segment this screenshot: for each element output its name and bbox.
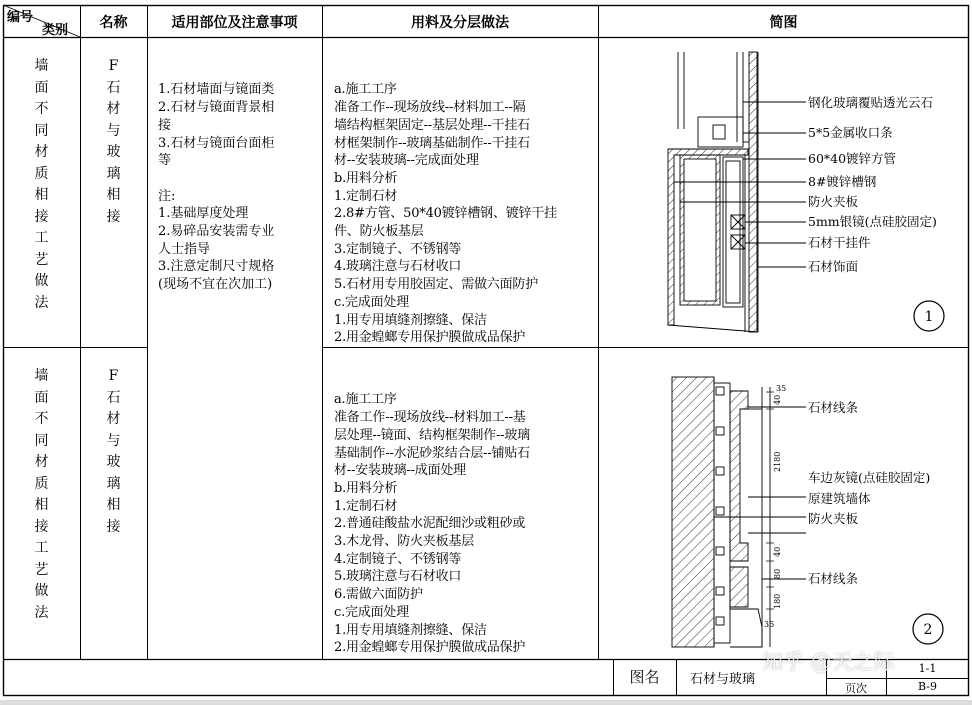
scope-notes: 1.石材墙面与镜面类 2.石材与镜面背景相 接 3.石材与镜面台面柜 等 注: 1.基础厚度处理 2.易碎品安装需专业 人士指导 3.注意定制尺寸规格 (现场不宜在次加工) — [158, 82, 275, 293]
corner-bottom-label: 类别 — [42, 23, 69, 38]
watermark: 知乎 @天之际 — [762, 650, 895, 674]
sketch-2 — [598, 347, 969, 659]
sketch2-dim-3: 2180 — [773, 451, 782, 472]
sketch2-label-4: 防火夹板 — [808, 511, 859, 526]
row2-method: a.施工工序 准备工作--现场放线--材料加工--基 层处理--镜面、结构框架制作--玻璃 基础制作--水泥砂浆结合层--铺贴石 材--安装玻璃--成面处理 b.用料分析 1.定制石材 2.普通硅酸盐水泥配细沙或粗砂或 3.木龙骨、防火夹板基层 4.定制镜子、不锈钢等 5.玻璃注意与石材收口 6.需做六面防护 c.完成面处理 1.用专用填缝剂擦缝、保洁 2.用金蝗螂专用保护膜做成品保护 — [334, 392, 530, 656]
sketch2-dim-7: 35 — [764, 620, 775, 629]
page-number: B-9 — [917, 680, 937, 693]
row1-category: 墙 面 不 同 材 质 相 接 工 艺 做 法 — [34, 58, 49, 311]
page-label: 页次 — [845, 682, 867, 695]
sketch1-label-7: 石材干挂件 — [808, 235, 871, 250]
sketch2-dim-1: 35 — [776, 384, 787, 393]
header-method: 用料及分层做法 — [411, 15, 509, 31]
corner-top-label: 编号 — [7, 10, 34, 25]
sketch-1 — [598, 37, 969, 347]
sketch2-dim-5: 80 — [773, 568, 782, 579]
sketch2-number: 2 — [923, 622, 933, 638]
row2-name: F 石 材 与 玻 璃 相 接 — [106, 368, 121, 535]
row1-method: a.施工工序 准备工作--现场放线--材料加工--隔 墙结构框架固定--基层处理--干挂石 材框架制作--玻璃基础制作--干挂石 材--安装玻璃--完成面处理 b.用料分析 1.定制石材 2.8#方管、50*40镀锌槽钢、镀锌干挂 件、防火板基层 3.定制镜子、不锈钢等 4.玻璃注意与石材收口 5.石材用专用胶固定、需做六面防护 c.完成面处理 1.用专用填缝剂擦缝、保洁 2.用金蝗螂专用保护膜做成品保护 — [334, 82, 557, 346]
sketch1-label-5: 防火夹板 — [808, 194, 859, 209]
stone-finish-section — [749, 52, 757, 332]
row2-category: 墙 面 不 同 材 质 相 接 工 艺 做 法 — [34, 368, 49, 621]
sketch2-dim-4: 40 — [773, 546, 782, 557]
sketch1-label-4: 8#镀锌槽钢 — [808, 174, 877, 189]
header-sketch: 简图 — [769, 15, 798, 31]
sketch1-number: 1 — [924, 309, 934, 325]
sketch1-label-3: 60*40镀锌方管 — [808, 151, 897, 166]
sketch2-label-2: 车边灰镜(点硅胶固定) — [808, 470, 931, 485]
sketch1-label-1: 钢化玻璃覆贴透光云石 — [808, 95, 934, 110]
sketch2-label-5: 石材线条 — [808, 571, 859, 586]
header-scope: 适用部位及注意事项 — [171, 15, 298, 31]
drawing-code: 1-1 — [918, 662, 937, 675]
row1-name: F 石 材 与 玻 璃 相 接 — [106, 58, 121, 225]
original-wall-section — [672, 377, 714, 647]
sketch1-label-2: 5*5金属收口条 — [808, 125, 893, 140]
drawing-name-label: 图名 — [629, 668, 660, 686]
sketch2-dim-6: 180 — [773, 593, 782, 609]
header-name: 名称 — [99, 15, 128, 31]
sketch1-label-8: 石材饰面 — [808, 259, 859, 274]
drawing-name: 石材与玻璃 — [690, 672, 756, 687]
sketch2-dim-2: 40 — [773, 394, 782, 405]
sketch1-label-6: 5mm银镜(点硅胶固定) — [808, 214, 937, 229]
sketch2-label-1: 石材线条 — [808, 400, 859, 415]
bottom-strip — [0, 700, 972, 705]
sketch2-label-3: 原建筑墙体 — [808, 491, 871, 506]
